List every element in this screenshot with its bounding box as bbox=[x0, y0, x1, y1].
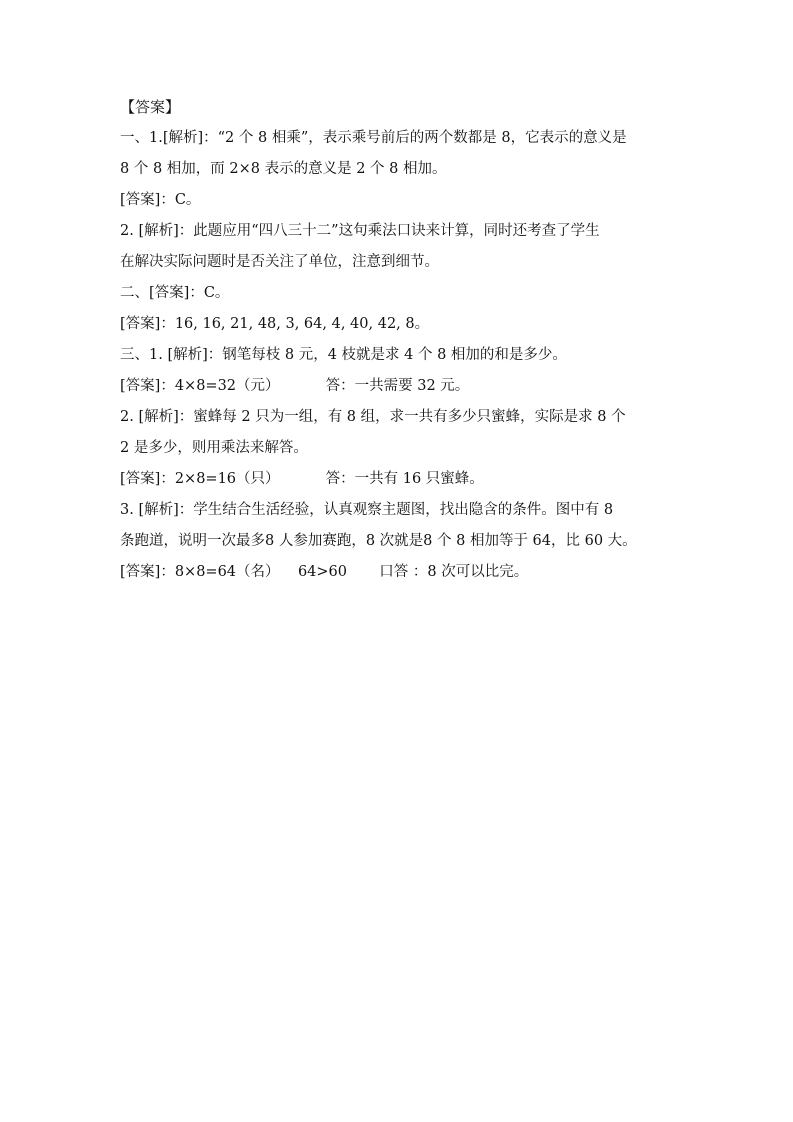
text-line-5: 在解决实际问题时是否关注了单位，注意到细节。 bbox=[120, 254, 439, 270]
text-line-8: 三、1. [解析]：钢笔每枝 8 元，4 枝就是求 4 个 8 相加的和是多少。 bbox=[120, 347, 567, 363]
text-line-3: [答案]：C。 bbox=[120, 192, 201, 208]
text-line-11: 2 是多少，则用乘法来解答。 bbox=[120, 440, 308, 456]
text-line-15: [答案]：8×8=64（名） 64>60 口答 ：8 次可以比完。 bbox=[120, 564, 529, 580]
text-line-13: 3. [解析]：学生结合生活经验，认真观察主题图，找出隐含的条件。图中有 8 bbox=[120, 502, 614, 518]
text-line-9: [答案]：4×8=32（元） 答：一共需要 32 元。 bbox=[120, 378, 470, 394]
answer-heading: 【答案】 bbox=[120, 98, 181, 116]
text-line-10: 2. [解析]：蜜蜂每 2 只为一组，有 8 组，求一共有多少只蜜蜂，实际是求 8 个 bbox=[120, 409, 626, 425]
text-line-2: 8 个 8 相加，而 2×8 表示的意义是 2 个 8 相加。 bbox=[120, 161, 447, 177]
text-line-4: 2. [解析]：此题应用“四八三十二”这句乘法口诀来计算，同时还考查了学生 bbox=[120, 223, 600, 239]
answer-section bbox=[120, 92, 680, 588]
text-line-14: 条跑道，说明一次最多8 人参加赛跑，8 次就是8 个 8 相加等于 64，比 60 大。 bbox=[120, 533, 637, 549]
text-line-7: [答案]：16, 16, 21, 48, 3, 64, 4, 40, 42, 8。 bbox=[120, 316, 430, 332]
text-line-1: 一、1.[解析]：“2 个 8 相乘”，表示乘号前后的两个数都是 8，它表示的意义是 bbox=[120, 130, 627, 146]
text-line-6: 二、[答案]：C。 bbox=[120, 285, 230, 301]
text-line-12: [答案]：2×8=16（只） 答：一共有 16 只蜜蜂。 bbox=[120, 471, 484, 487]
